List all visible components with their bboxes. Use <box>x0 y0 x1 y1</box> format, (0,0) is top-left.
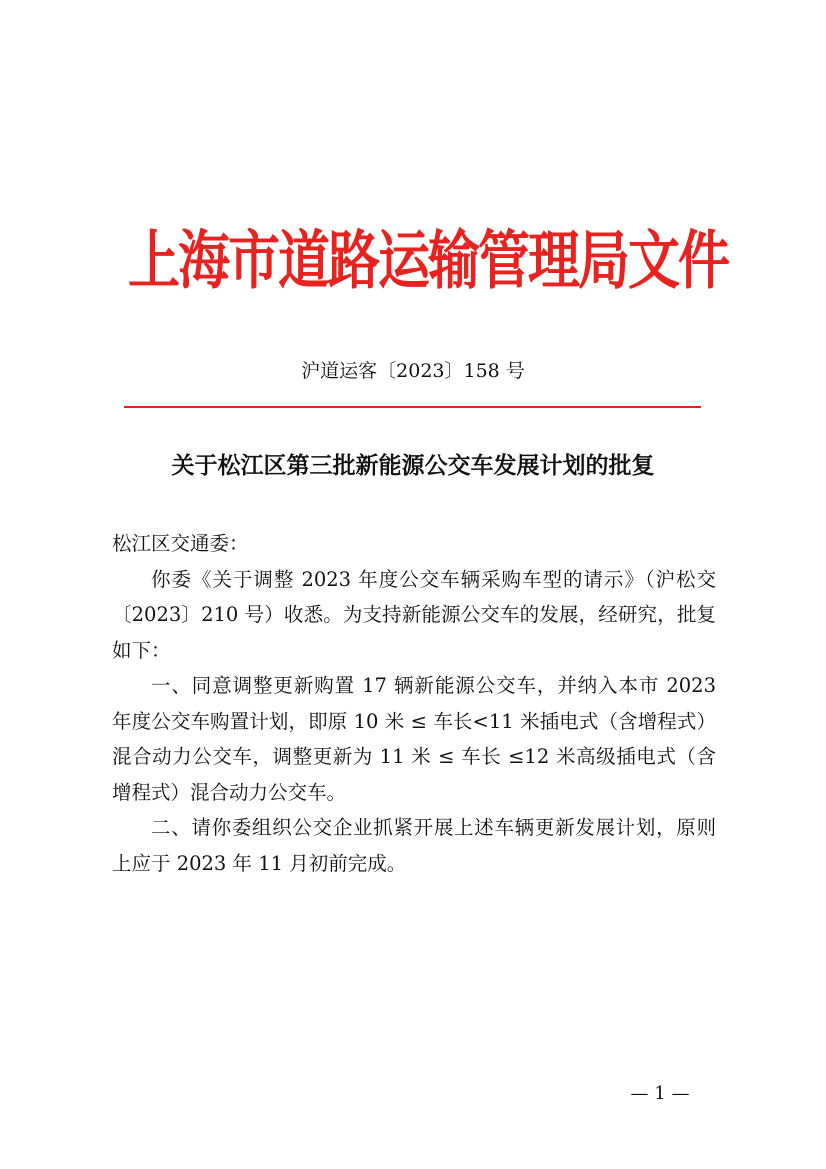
body-paragraph: 一、同意调整更新购置 17 辆新能源公交车，并纳入本市 2023 年度公交车购置计划，即原 10 米 ≤ 车长<11 米插电式（含增程式）混合动力公交车，调整更新为 11 米 ≤ 车长 ≤12 米高级插电式（含增程式）混合动力公交车。 <box>112 674 716 804</box>
document-number: 沪道运客〔2023〕158 号 <box>301 360 525 382</box>
body-paragraph: 你委《关于调整 2023 年度公交车辆采购车型的请示》（沪松交〔2023〕210 号）收悉。为支持新能源公交车的发展，经研究，批复如下： <box>112 567 716 662</box>
red-divider-line <box>124 406 701 408</box>
body-paragraph: 二、请你委组织公交企业抓紧开展上述车辆更新发展计划，原则上应于 2023 年 11 月初前完成。 <box>112 816 716 875</box>
document-title: 关于松江区第三批新能源公交车发展计划的批复 <box>171 452 655 479</box>
addressee: 松江区交通委： <box>112 532 249 555</box>
document-body <box>112 526 716 881</box>
page-number: — 1 — <box>630 1083 690 1104</box>
masthead-title: 上海市道路运输管理局文件 <box>128 224 729 299</box>
